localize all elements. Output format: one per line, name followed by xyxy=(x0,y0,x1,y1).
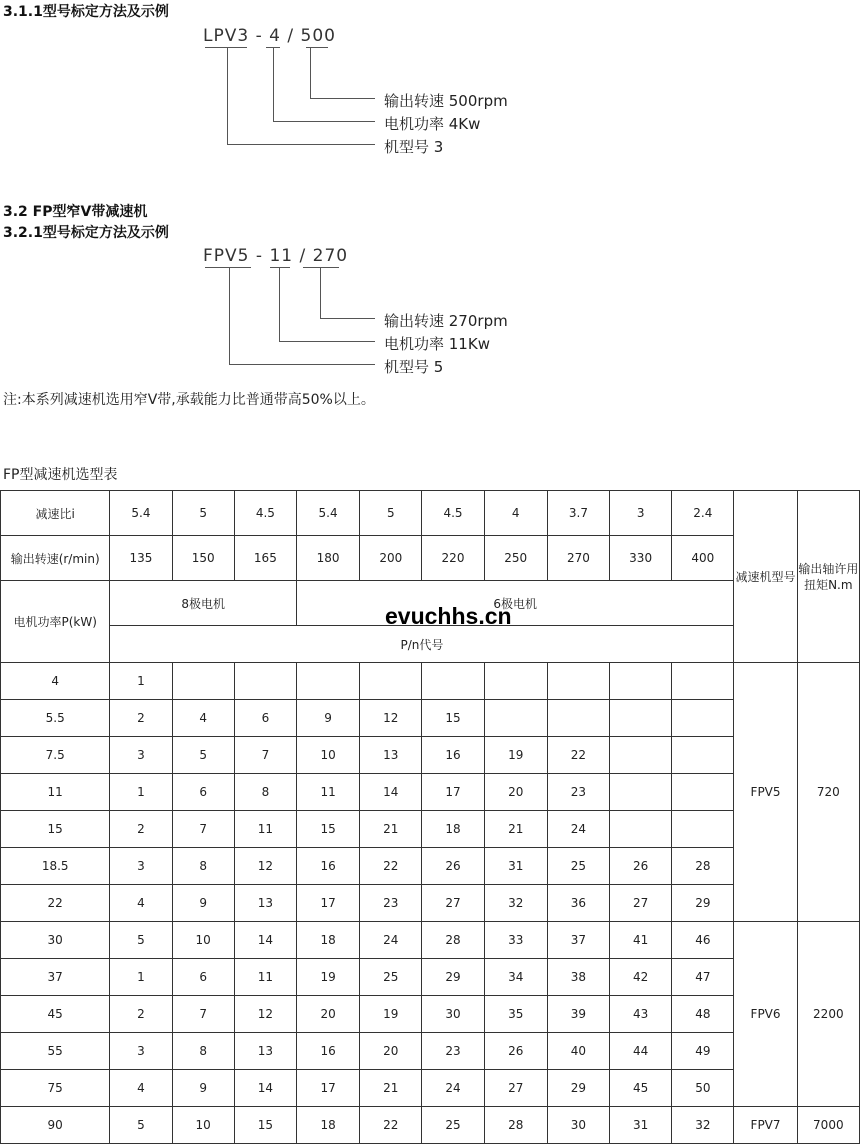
pn-code-cell: 20 xyxy=(296,996,359,1033)
pn-code-cell xyxy=(422,663,484,700)
pn-code-cell: 7 xyxy=(172,996,234,1033)
label-output-speed: 输出转速 270rpm xyxy=(384,312,508,330)
pn-code-cell: 29 xyxy=(422,959,484,996)
ratio-cell: 2.4 xyxy=(672,491,734,536)
speed-cell: 330 xyxy=(610,536,672,581)
pn-code-cell: 14 xyxy=(360,774,422,811)
pn-code-cell: 5 xyxy=(172,737,234,774)
note-text: 注:本系列减速机选用窄V带,承载能力比普通带高50%以上。 xyxy=(3,392,375,408)
pn-code-cell xyxy=(672,663,734,700)
pn-code-cell: 8 xyxy=(234,774,296,811)
header-row-ratio xyxy=(1,491,860,536)
pn-code-cell: 21 xyxy=(484,811,547,848)
ratio-cell: 5.4 xyxy=(296,491,359,536)
pn-code-cell: 30 xyxy=(422,996,484,1033)
bracket-line xyxy=(229,364,375,365)
pn-code-cell xyxy=(610,737,672,774)
pn-code-cell: 12 xyxy=(234,996,296,1033)
bracket-line xyxy=(279,267,280,342)
pn-code-cell: 15 xyxy=(422,700,484,737)
table-row xyxy=(1,885,860,922)
speed-cell: 165 xyxy=(234,536,296,581)
speed-cell: 220 xyxy=(422,536,484,581)
model-cell: FPV6 xyxy=(734,922,797,1107)
pn-code-cell: 6 xyxy=(234,700,296,737)
pn-code-cell: 13 xyxy=(234,1033,296,1070)
pn-code-cell: 32 xyxy=(672,1107,734,1144)
speed-cell: 150 xyxy=(172,536,234,581)
pn-code-cell: 17 xyxy=(296,885,359,922)
pn-code-cell: 47 xyxy=(672,959,734,996)
speed-cell: 250 xyxy=(484,536,547,581)
motor-6-pole: 6极电机 xyxy=(296,581,733,626)
pn-code-cell: 29 xyxy=(547,1070,609,1107)
pn-code-cell: 3 xyxy=(110,1033,172,1070)
power-cell: 7.5 xyxy=(1,737,110,774)
header-speed-label: 输出转速(r/min) xyxy=(1,536,110,581)
pn-code-cell: 7 xyxy=(234,737,296,774)
pn-code-cell xyxy=(172,663,234,700)
pn-code-cell xyxy=(672,700,734,737)
pn-code-cell: 1 xyxy=(110,663,172,700)
pn-code-cell: 42 xyxy=(610,959,672,996)
power-cell: 11 xyxy=(1,774,110,811)
pn-code-cell: 24 xyxy=(360,922,422,959)
pn-code-cell: 13 xyxy=(360,737,422,774)
pn-code-cell xyxy=(610,700,672,737)
pn-code-cell xyxy=(296,663,359,700)
pn-code-cell: 40 xyxy=(547,1033,609,1070)
pn-code-cell: 11 xyxy=(234,959,296,996)
pn-code-cell: 26 xyxy=(422,848,484,885)
pn-code-cell: 23 xyxy=(547,774,609,811)
pn-code-cell: 7 xyxy=(172,811,234,848)
pn-code-cell: 21 xyxy=(360,811,422,848)
power-cell: 55 xyxy=(1,1033,110,1070)
table-row xyxy=(1,1107,860,1144)
pn-code-cell: 34 xyxy=(484,959,547,996)
speed-cell: 135 xyxy=(110,536,172,581)
pn-code-cell: 24 xyxy=(422,1070,484,1107)
ratio-cell: 3.7 xyxy=(547,491,609,536)
code-series: FPV5 xyxy=(203,246,250,266)
header-row-speed xyxy=(1,536,860,581)
bracket-line xyxy=(229,267,230,365)
code-sep: / xyxy=(299,246,307,266)
pn-code-cell: 36 xyxy=(547,885,609,922)
power-cell: 22 xyxy=(1,885,110,922)
pn-code-cell: 49 xyxy=(672,1033,734,1070)
pn-code-cell: 29 xyxy=(672,885,734,922)
pn-code-cell: 15 xyxy=(296,811,359,848)
pn-code-cell xyxy=(610,774,672,811)
pn-code-cell: 27 xyxy=(422,885,484,922)
ratio-cell: 4.5 xyxy=(234,491,296,536)
pn-code-cell: 32 xyxy=(484,885,547,922)
pn-code-cell: 24 xyxy=(547,811,609,848)
torque-cell: 7000 xyxy=(797,1107,859,1144)
pn-code-cell xyxy=(484,663,547,700)
pn-code-cell: 19 xyxy=(296,959,359,996)
bracket-line xyxy=(273,121,375,122)
section-heading-32: 3.2 FP型窄V带减速机 xyxy=(3,204,148,220)
pn-code-cell: 33 xyxy=(484,922,547,959)
torque-cell: 720 xyxy=(797,663,859,922)
power-cell: 4 xyxy=(1,663,110,700)
pn-code-cell: 26 xyxy=(484,1033,547,1070)
pn-code-cell: 4 xyxy=(172,700,234,737)
table-row xyxy=(1,1070,860,1107)
pn-code-cell: 27 xyxy=(610,885,672,922)
pn-code-cell: 48 xyxy=(672,996,734,1033)
pn-code-cell: 31 xyxy=(610,1107,672,1144)
pn-code-cell: 18 xyxy=(422,811,484,848)
pn-code-cell: 9 xyxy=(172,1070,234,1107)
pn-code-cell: 23 xyxy=(422,1033,484,1070)
code-underline xyxy=(270,267,290,268)
pn-code-cell: 28 xyxy=(484,1107,547,1144)
pn-code-cell xyxy=(547,663,609,700)
power-cell: 90 xyxy=(1,1107,110,1144)
pn-code-cell: 25 xyxy=(360,959,422,996)
bracket-line xyxy=(279,341,375,342)
table-row xyxy=(1,922,860,959)
pn-code-cell: 3 xyxy=(110,848,172,885)
pn-code-cell xyxy=(672,774,734,811)
bracket-line xyxy=(320,267,321,319)
pn-code-cell: 20 xyxy=(360,1033,422,1070)
table-row xyxy=(1,737,860,774)
pn-code-cell: 13 xyxy=(234,885,296,922)
ratio-cell: 3 xyxy=(610,491,672,536)
code-series: LPV3 xyxy=(203,26,250,46)
pn-code-cell: 9 xyxy=(296,700,359,737)
pn-code-cell: 16 xyxy=(296,1033,359,1070)
selection-table xyxy=(0,490,860,1144)
pn-code-cell xyxy=(610,811,672,848)
pn-code-cell: 9 xyxy=(172,885,234,922)
power-cell: 5.5 xyxy=(1,700,110,737)
table-row xyxy=(1,848,860,885)
pn-code-cell: 4 xyxy=(110,885,172,922)
table-row xyxy=(1,959,860,996)
model-cell: FPV5 xyxy=(734,663,797,922)
label-model-number: 机型号 5 xyxy=(384,358,444,376)
pn-code-cell: 45 xyxy=(610,1070,672,1107)
pn-code-cell: 19 xyxy=(360,996,422,1033)
ratio-cell: 4.5 xyxy=(422,491,484,536)
pn-code-cell: 35 xyxy=(484,996,547,1033)
bracket-line xyxy=(310,98,375,99)
bracket-line xyxy=(227,47,228,145)
pn-code-cell xyxy=(547,700,609,737)
table-row xyxy=(1,663,860,700)
pn-code-cell: 25 xyxy=(422,1107,484,1144)
pn-code-cell: 11 xyxy=(234,811,296,848)
code-speed: 500 xyxy=(300,26,336,46)
pn-code-cell: 5 xyxy=(110,922,172,959)
pn-code-cell: 1 xyxy=(110,774,172,811)
label-model-number: 机型号 3 xyxy=(384,138,444,156)
pn-code-cell: 6 xyxy=(172,959,234,996)
code-sep: / xyxy=(287,26,295,46)
pn-code-cell: 26 xyxy=(610,848,672,885)
pn-code-cell: 17 xyxy=(296,1070,359,1107)
table-row xyxy=(1,700,860,737)
ratio-cell: 5 xyxy=(360,491,422,536)
table-row xyxy=(1,1033,860,1070)
header-model-label: 减速机型号 xyxy=(734,491,797,663)
code-speed: 270 xyxy=(312,246,349,266)
pn-code-cell: 19 xyxy=(484,737,547,774)
pn-code-cell: 14 xyxy=(234,922,296,959)
pn-code-cell: 10 xyxy=(296,737,359,774)
header-ratio-label: 减速比i xyxy=(1,491,110,536)
table-row xyxy=(1,811,860,848)
pn-code-cell: 41 xyxy=(610,922,672,959)
pn-code-cell: 22 xyxy=(360,1107,422,1144)
pn-code-cell: 14 xyxy=(234,1070,296,1107)
pn-code-cell: 16 xyxy=(422,737,484,774)
power-cell: 18.5 xyxy=(1,848,110,885)
header-power-label: 电机功率P(kW) xyxy=(1,581,110,663)
pn-code-cell xyxy=(610,663,672,700)
code-sep: - xyxy=(255,26,263,46)
pn-code-cell: 28 xyxy=(422,922,484,959)
pn-code-cell: 43 xyxy=(610,996,672,1033)
table-row xyxy=(1,996,860,1033)
watermark: evuchhs.cn xyxy=(385,603,512,629)
pn-code-cell xyxy=(360,663,422,700)
pn-code-cell: 2 xyxy=(110,996,172,1033)
pn-code-cell: 28 xyxy=(672,848,734,885)
model-code-example-2 xyxy=(203,246,348,266)
section-heading-311: 3.1.1型号标定方法及示例 xyxy=(3,4,169,20)
header-torque-label: 输出轴许用扭矩N.m xyxy=(797,491,859,663)
pn-code-cell: 23 xyxy=(360,885,422,922)
power-cell: 75 xyxy=(1,1070,110,1107)
pn-code-cell xyxy=(234,663,296,700)
pn-code-cell: 6 xyxy=(172,774,234,811)
model-cell: FPV7 xyxy=(734,1107,797,1144)
pn-code-cell: 46 xyxy=(672,922,734,959)
power-cell: 37 xyxy=(1,959,110,996)
speed-cell: 180 xyxy=(296,536,359,581)
pn-code-cell xyxy=(672,737,734,774)
pn-code-cell: 10 xyxy=(172,922,234,959)
table-row xyxy=(1,774,860,811)
bracket-line xyxy=(227,144,375,145)
pn-code-cell xyxy=(672,811,734,848)
pn-code-cell: 50 xyxy=(672,1070,734,1107)
torque-cell: 2200 xyxy=(797,922,859,1107)
code-underline xyxy=(205,267,251,268)
power-cell: 30 xyxy=(1,922,110,959)
pn-code-cell: 10 xyxy=(172,1107,234,1144)
code-underline xyxy=(205,47,247,48)
pn-code-cell: 5 xyxy=(110,1107,172,1144)
pn-code-cell: 38 xyxy=(547,959,609,996)
pn-code-cell: 31 xyxy=(484,848,547,885)
pn-code-cell: 1 xyxy=(110,959,172,996)
code-power: 4 xyxy=(269,26,281,46)
pn-code-cell: 39 xyxy=(547,996,609,1033)
pn-code-cell: 37 xyxy=(547,922,609,959)
pn-code-cell: 22 xyxy=(547,737,609,774)
pn-code-cell: 21 xyxy=(360,1070,422,1107)
pn-code-label: P/n代号 xyxy=(110,626,734,663)
code-underline xyxy=(303,267,339,268)
bracket-line xyxy=(310,47,311,99)
section-heading-321: 3.2.1型号标定方法及示例 xyxy=(3,225,169,241)
power-cell: 45 xyxy=(1,996,110,1033)
pn-code-cell: 25 xyxy=(547,848,609,885)
label-output-speed: 输出转速 500rpm xyxy=(384,92,508,110)
pn-code-cell: 17 xyxy=(422,774,484,811)
bracket-line xyxy=(273,47,274,122)
pn-code-cell: 2 xyxy=(110,811,172,848)
code-sep: - xyxy=(255,246,264,266)
table-title: FP型减速机选型表 xyxy=(3,467,118,483)
motor-8-pole: 8极电机 xyxy=(110,581,297,626)
pn-code-cell: 8 xyxy=(172,1033,234,1070)
ratio-cell: 5.4 xyxy=(110,491,172,536)
pn-code-cell: 30 xyxy=(547,1107,609,1144)
pn-code-cell: 15 xyxy=(234,1107,296,1144)
pn-code-cell: 18 xyxy=(296,1107,359,1144)
speed-cell: 200 xyxy=(360,536,422,581)
ratio-cell: 4 xyxy=(484,491,547,536)
pn-code-cell: 20 xyxy=(484,774,547,811)
power-cell: 15 xyxy=(1,811,110,848)
pn-code-cell: 12 xyxy=(360,700,422,737)
code-power: 11 xyxy=(269,246,294,266)
pn-code-cell xyxy=(484,700,547,737)
label-motor-power: 电机功率 4Kw xyxy=(384,115,481,133)
pn-code-cell: 2 xyxy=(110,700,172,737)
bracket-line xyxy=(320,318,375,319)
pn-code-cell: 18 xyxy=(296,922,359,959)
model-code-example-1 xyxy=(203,26,336,46)
pn-code-cell: 16 xyxy=(296,848,359,885)
pn-code-cell: 22 xyxy=(360,848,422,885)
pn-code-cell: 3 xyxy=(110,737,172,774)
pn-code-cell: 27 xyxy=(484,1070,547,1107)
speed-cell: 270 xyxy=(547,536,609,581)
ratio-cell: 5 xyxy=(172,491,234,536)
label-motor-power: 电机功率 11Kw xyxy=(384,335,490,353)
pn-code-cell: 8 xyxy=(172,848,234,885)
pn-code-cell: 44 xyxy=(610,1033,672,1070)
pn-code-cell: 11 xyxy=(296,774,359,811)
header-row-pn xyxy=(1,626,860,663)
speed-cell: 400 xyxy=(672,536,734,581)
pn-code-cell: 4 xyxy=(110,1070,172,1107)
pn-code-cell: 12 xyxy=(234,848,296,885)
